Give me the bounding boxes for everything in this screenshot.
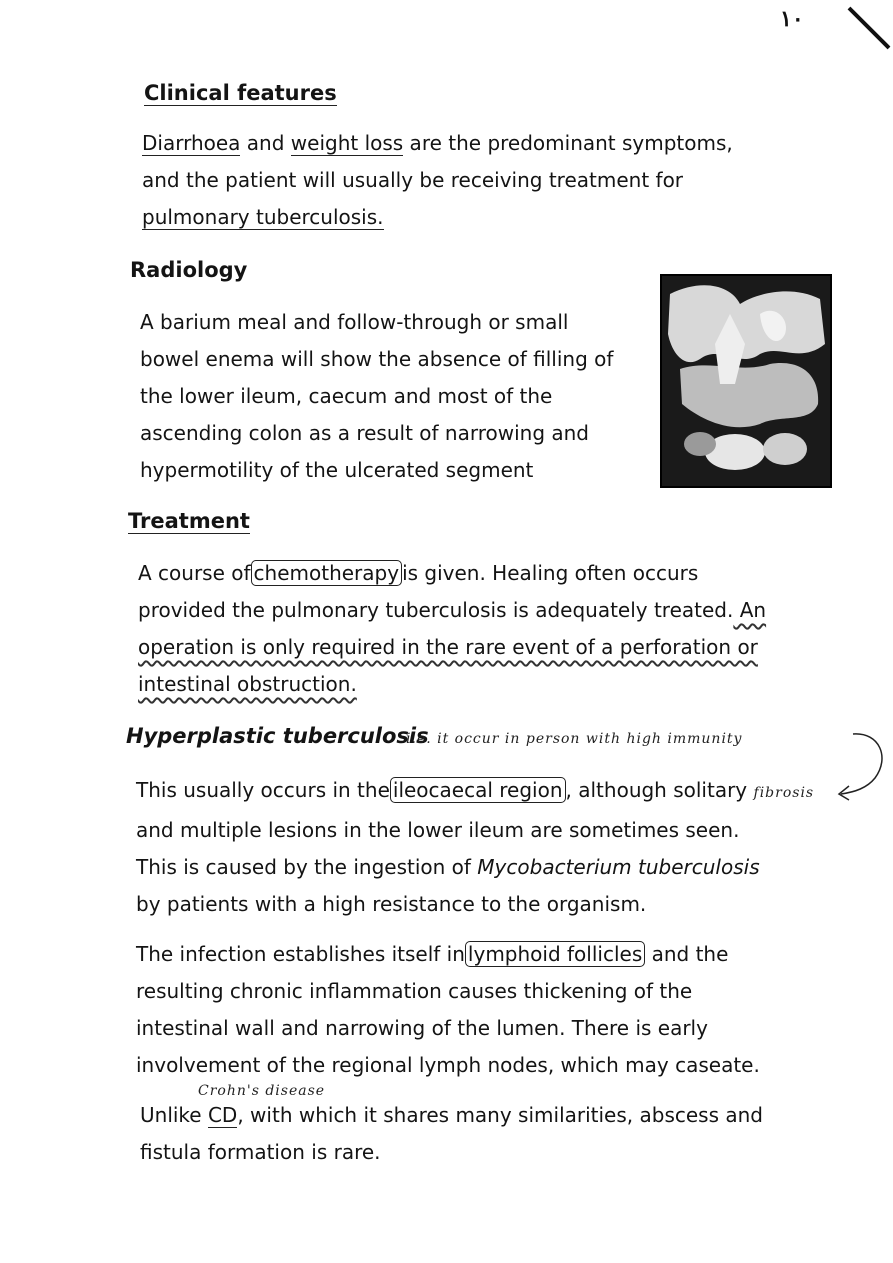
highlight-ileocaecal-region: ileocaecal region xyxy=(390,777,566,803)
hyper-p3-line-1: Unlike CD, with which it shares many similarities, abscess and xyxy=(140,1103,763,1127)
highlight-cd: CD xyxy=(207,1103,238,1127)
radiology-paragraph xyxy=(140,304,613,489)
hyperplastic-paragraph-1 xyxy=(136,772,814,923)
highlight-diarrhoea: Diarrhoea xyxy=(142,131,241,155)
radiology-line: A barium meal and follow-through or small xyxy=(140,310,569,334)
hyperplastic-heading: Hyperplastic tuberculosis xyxy=(126,724,429,748)
radiology-line: bowel enema will show the absence of filling of xyxy=(140,347,614,371)
treatment-line-3: operation is only required in the rare event of a perforation or xyxy=(138,635,758,659)
clinical-paragraph xyxy=(142,125,733,236)
clinical-line-3 xyxy=(142,199,733,236)
hyperplastic-paragraph-2 xyxy=(136,936,760,1084)
handwritten-note-fibrosis: fibrosis xyxy=(753,785,815,801)
organism-name: Mycobacterium tuberculosis xyxy=(477,855,760,879)
treatment-paragraph xyxy=(138,555,766,703)
treatment-line-2: provided the pulmonary tuberculosis is adequately treated. An xyxy=(138,598,767,622)
radiology-line: ascending colon as a result of narrowing and xyxy=(140,421,590,445)
clinical-line-1: Diarrhoea and weight loss are the predominant symptoms, xyxy=(142,131,733,155)
annotation-arrow xyxy=(835,728,893,808)
hyper-p2-line-3: intestinal wall and narrowing of the lumen. There is early xyxy=(136,1016,708,1040)
treatment-line-4: intestinal obstruction. xyxy=(138,672,357,696)
barium-xray-image xyxy=(660,274,832,488)
radiology-line: the lower ileum, caecum and most of the xyxy=(140,384,553,408)
hyper-p1-line-4: by patients with a high resistance to the organism. xyxy=(136,892,647,916)
hyper-p2-line-1: The infection establishes itself in lymphoid follicles and the xyxy=(136,942,729,966)
clinical-line-2: and the patient will usually be receiving treatment for xyxy=(142,168,684,192)
hyper-p2-line-2: resulting chronic inflammation causes thickening of the xyxy=(136,979,693,1003)
handwritten-note-crohns: Crohn's disease xyxy=(198,1083,326,1099)
hyper-p1-line-1: This usually occurs in the ileocaecal region , although solitary fibrosis xyxy=(136,778,815,802)
radiology-line: hypermotility of the ulcerated segment xyxy=(140,458,534,482)
highlight-lymphoid-follicles: lymphoid follicles xyxy=(465,941,645,967)
hyper-p1-line-2: and multiple lesions in the lower ileum are sometimes seen. xyxy=(136,818,740,842)
hyper-p2-line-4: involvement of the regional lymph nodes, which may caseate. xyxy=(136,1053,760,1077)
handwritten-annotation-immunity: i.e. it occur in person with high immunity xyxy=(406,731,743,747)
highlight-pulmonary-tb: pulmonary tuberculosis. xyxy=(142,205,384,229)
page-corner-mark xyxy=(845,0,893,54)
clinical-heading: Clinical features xyxy=(144,81,337,105)
hyper-p1-line-3: This is caused by the ingestion of Mycobacterium tuberculosis xyxy=(136,855,760,879)
hyper-p3-line-2: fistula formation is rare. xyxy=(140,1140,381,1164)
treatment-line-1: A course of chemotherapy is given. Healing often occurs xyxy=(138,561,699,585)
treatment-heading: Treatment xyxy=(128,509,250,533)
radiology-heading: Radiology xyxy=(130,258,248,282)
highlight-chemotherapy: chemotherapy xyxy=(251,560,403,586)
hyperplastic-paragraph-3 xyxy=(140,1097,763,1171)
highlight-weight-loss: weight loss xyxy=(290,131,404,155)
page-number: ١٠ xyxy=(780,6,804,32)
